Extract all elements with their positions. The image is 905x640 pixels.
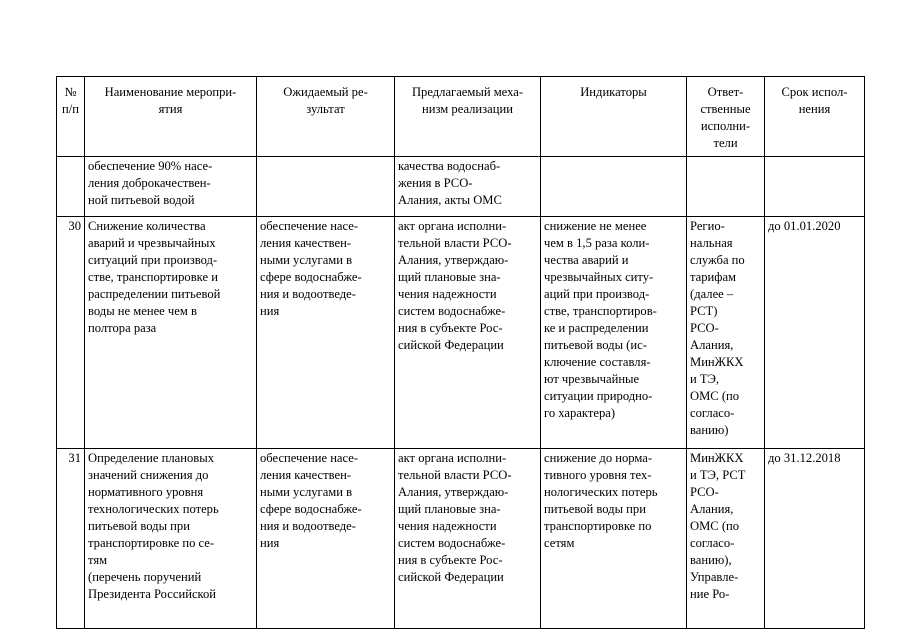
text-line: чения надежности: [398, 287, 497, 301]
text-line: транспортировке по: [544, 519, 652, 533]
header-expected: [257, 77, 395, 157]
text-line: ления доброкачествен-: [88, 176, 211, 190]
text-line: (перечень поручений: [88, 570, 202, 584]
text-line: сийской Федерации: [398, 338, 504, 352]
text-line: сфере водоснабже-: [260, 270, 362, 284]
expected-result: [257, 449, 395, 629]
header-indicators: [541, 77, 687, 157]
text-line: тельной власти РСО-: [398, 236, 512, 250]
text-line: Срок испол-: [781, 85, 848, 99]
text-line: тельной власти РСО-: [398, 468, 512, 482]
text-line: ными услугами в: [260, 253, 353, 267]
text-line: сетям: [544, 536, 575, 550]
deadline: [765, 157, 865, 217]
text-line: ния и водоотведе-: [260, 287, 356, 301]
text-line: тарифам: [690, 270, 737, 284]
table-row: [57, 449, 865, 629]
text-line: РСТ): [690, 304, 718, 318]
text-line: ситуаций при производ-: [88, 253, 218, 267]
responsible-executors: [687, 449, 765, 629]
row-number: 31: [57, 449, 85, 629]
plan-table: [56, 76, 865, 629]
text-line: обеспечение насе-: [260, 219, 359, 233]
text-line: ситуации природно-: [544, 389, 653, 403]
text-line: воды не менее чем в: [88, 304, 197, 318]
text-line: нологических потерь: [544, 485, 658, 499]
text-line: Алания, акты ОМС: [398, 193, 502, 207]
deadline: до 01.01.2020: [765, 217, 865, 449]
text-line: аварий и чрезвычайных: [88, 236, 216, 250]
text-line: Президента Российской: [88, 587, 217, 601]
text-line: ния и водоотведе-: [260, 519, 356, 533]
text-line: Управле-: [690, 570, 739, 584]
text-line: чрезвычайных ситу-: [544, 270, 654, 284]
text-line: низм реализации: [422, 102, 513, 116]
text-line: го характера): [544, 406, 616, 420]
text-line: РСО-: [690, 321, 719, 335]
text-line: стве, транспортировке и: [88, 270, 218, 284]
text-line: согласо-: [690, 536, 735, 550]
table-row: [57, 217, 865, 449]
text-line: сийской Федерации: [398, 570, 504, 584]
expected-result: [257, 157, 395, 217]
row-number: [57, 157, 85, 217]
text-line: щий плановые зна-: [398, 270, 501, 284]
table-row: [57, 157, 865, 217]
header-deadline: [765, 77, 865, 157]
deadline: до 31.12.2018: [765, 449, 865, 629]
measure-name: [85, 449, 257, 629]
text-line: ятия: [158, 102, 183, 116]
text-line: питьевой воды (ис-: [544, 338, 647, 352]
text-line: ют чрезвычайные: [544, 372, 640, 386]
responsible-executors: [687, 157, 765, 217]
header-row: [57, 77, 865, 157]
text-line: акт органа исполни-: [398, 219, 507, 233]
measure-name: [85, 157, 257, 217]
text-line: жения в РСО-: [398, 176, 473, 190]
header-name: [85, 77, 257, 157]
text-line: снижение не менее: [544, 219, 647, 233]
text-line: служба по: [690, 253, 745, 267]
text-line: Алания,: [690, 338, 734, 352]
header-mechanism: [395, 77, 541, 157]
responsible-executors: [687, 217, 765, 449]
text-line: исполни-: [700, 119, 751, 133]
header-num: [57, 77, 85, 157]
text-line: ванию): [690, 423, 729, 437]
text-line: акт органа исполни-: [398, 451, 507, 465]
row-number: 30: [57, 217, 85, 449]
text-line: качества водоснаб-: [398, 159, 501, 173]
text-line: снижение до норма-: [544, 451, 653, 465]
text-line: ния в субъекте Рос-: [398, 321, 503, 335]
text-line: нальная: [690, 236, 733, 250]
text-line: Определение плановых: [88, 451, 214, 465]
text-line: систем водоснабже-: [398, 536, 506, 550]
text-line: РСО-: [690, 485, 719, 499]
text-line: ния: [260, 536, 280, 550]
text-line: Наименование меропри-: [104, 85, 237, 99]
text-line: ключение составля-: [544, 355, 651, 369]
text-line: чем в 1,5 раза коли-: [544, 236, 650, 250]
text-line: ления качествен-: [260, 468, 352, 482]
indicators: [541, 157, 687, 217]
text-line: МинЖКХ: [690, 451, 744, 465]
indicators: [541, 449, 687, 629]
measure-name: [85, 217, 257, 449]
header-responsible: [687, 77, 765, 157]
text-line: обеспечение насе-: [260, 451, 359, 465]
text-line: распределении питьевой: [88, 287, 221, 301]
text-line: транспортировке по се-: [88, 536, 215, 550]
text-line: Алания,: [690, 502, 734, 516]
text-line: ления качествен-: [260, 236, 352, 250]
text-line: обеспечение 90% насе-: [88, 159, 213, 173]
text-line: стве, транспортиров-: [544, 304, 657, 318]
text-line: питьевой воды при: [544, 502, 646, 516]
text-line: ной питьевой водой: [88, 193, 195, 207]
implementation-mechanism: [395, 217, 541, 449]
text-line: ке и распределении: [544, 321, 649, 335]
text-line: Регио-: [690, 219, 725, 233]
text-line: ванию),: [690, 553, 732, 567]
text-line: чения надежности: [398, 519, 497, 533]
implementation-mechanism: [395, 157, 541, 217]
text-line: полтора раза: [88, 321, 157, 335]
text-line: тям: [88, 553, 108, 567]
text-line: п/п: [62, 102, 79, 116]
text-line: Ожидаемый ре-: [283, 85, 368, 99]
text-line: Индикаторы: [580, 85, 647, 99]
text-line: технологических потерь: [88, 502, 219, 516]
text-line: питьевой воды при: [88, 519, 190, 533]
text-line: и ТЭ,: [690, 372, 720, 386]
indicators: [541, 217, 687, 449]
text-line: Алания, утверждаю-: [398, 253, 509, 267]
text-line: и ТЭ, РСТ: [690, 468, 746, 482]
text-line: (далее –: [690, 287, 734, 301]
text-line: ние Ро-: [690, 587, 730, 601]
text-line: тивного уровня тех-: [544, 468, 652, 482]
text-line: ственные: [700, 102, 751, 116]
text-line: Ответ-: [707, 85, 744, 99]
implementation-mechanism: [395, 449, 541, 629]
text-line: согласо-: [690, 406, 735, 420]
text-line: ными услугами в: [260, 485, 353, 499]
text-line: тели: [713, 136, 738, 150]
text-line: зультат: [306, 102, 345, 116]
text-line: щий плановые зна-: [398, 502, 501, 516]
text-line: ния в субъекте Рос-: [398, 553, 503, 567]
text-line: нения: [798, 102, 831, 116]
text-line: сфере водоснабже-: [260, 502, 362, 516]
text-line: ОМС (по: [690, 389, 740, 403]
text-line: аций при производ-: [544, 287, 650, 301]
text-line: значений снижения до: [88, 468, 209, 482]
text-line: Снижение количества: [88, 219, 206, 233]
text-line: ния: [260, 304, 280, 318]
expected-result: [257, 217, 395, 449]
text-line: нормативного уровня: [88, 485, 204, 499]
text-line: ОМС (по: [690, 519, 740, 533]
text-line: чества аварий и: [544, 253, 629, 267]
text-line: Алания, утверждаю-: [398, 485, 509, 499]
text-line: Предлагаемый меха-: [411, 85, 524, 99]
text-line: систем водоснабже-: [398, 304, 506, 318]
text-line: МинЖКХ: [690, 355, 744, 369]
text-line: №: [64, 85, 77, 99]
